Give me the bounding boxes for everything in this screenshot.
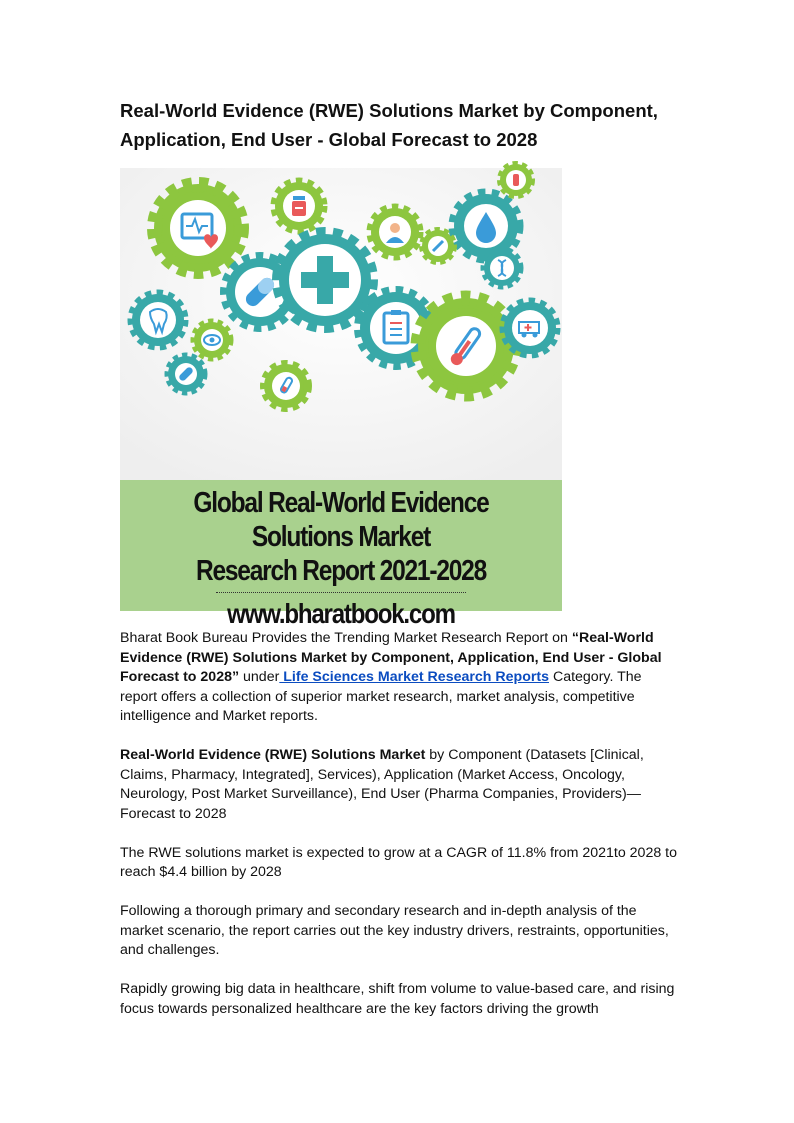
monitor-heart-icon <box>154 184 242 272</box>
test-tube-icon <box>264 364 308 408</box>
syringe-icon <box>422 230 454 262</box>
paragraph-segments <box>120 746 680 824</box>
intro-tail: Category. The report offers a collection of superior market research, market analysis, competitive intelligence and Market reports. <box>120 669 642 724</box>
page-title <box>120 96 680 154</box>
report-title-bold: “Real-World Evidence (RWE) Solutions Market by Component, Application, End User - Global Forecast to 2028” <box>120 630 662 685</box>
banner-line-1: Global Real-World Evidence Solutions Market <box>193 487 489 553</box>
banner-divider <box>216 592 466 593</box>
medical-cross-icon <box>279 234 371 326</box>
tooth-icon <box>132 294 184 346</box>
paragraph-drivers: Rapidly growing big data in healthcare, shift from volume to value-based care, and rising focus towards personalized healthcare are the key factors driving the growth <box>120 981 675 1017</box>
banner-title <box>151 486 531 588</box>
medicine-bottle-icon <box>275 182 323 230</box>
gears-illustration <box>120 168 562 480</box>
segments-text: by Component (Datasets [Clinical, Claims, Pharmacy, Integrated], Services), Application (Market Access, Oncology, Neurology, Post Market Surveillance), End User (Pharma Companies, Providers)—Forecast to 2028 <box>120 747 644 822</box>
pill-small-icon <box>168 356 204 392</box>
eye-icon <box>194 322 230 358</box>
under-text: under <box>239 669 280 685</box>
paragraph-intro <box>120 629 680 727</box>
life-sciences-link[interactable]: Life Sciences Market Research Reports <box>279 669 549 685</box>
paragraph-research: Following a thorough primary and secondary research and in-depth analysis of the market scenario, the report carries out the key industry drivers, restraints, opportunities, and challenges. <box>120 903 669 958</box>
capsule-icon <box>500 164 532 196</box>
intro-text: Bharat Book Bureau Provides the Trending Market Research Report on <box>120 630 572 646</box>
banner-line-2: Research Report 2021-2028 <box>195 555 487 587</box>
paragraph-cagr: The RWE solutions market is expected to grow at a CAGR of 11.8% from 2021to 2028 to reach $4.4 billion by 2028 <box>120 844 678 880</box>
hero-image <box>120 168 562 629</box>
thermometer-icon <box>418 298 514 394</box>
doctor-icon <box>371 208 419 256</box>
dna-icon <box>484 250 520 286</box>
title-line-2: Application, End User - Global Forecast to 2028 <box>120 129 538 150</box>
ambulance-icon <box>504 302 556 354</box>
title-line-1: Real-World Evidence (RWE) Solutions Market by Component, <box>120 100 658 121</box>
banner-url: www.bharatbook.com <box>227 598 455 629</box>
water-drop-icon <box>454 194 518 258</box>
market-name-bold: Real-World Evidence (RWE) Solutions Market <box>120 747 426 763</box>
report-banner <box>120 480 562 629</box>
article-body <box>120 629 680 1039</box>
